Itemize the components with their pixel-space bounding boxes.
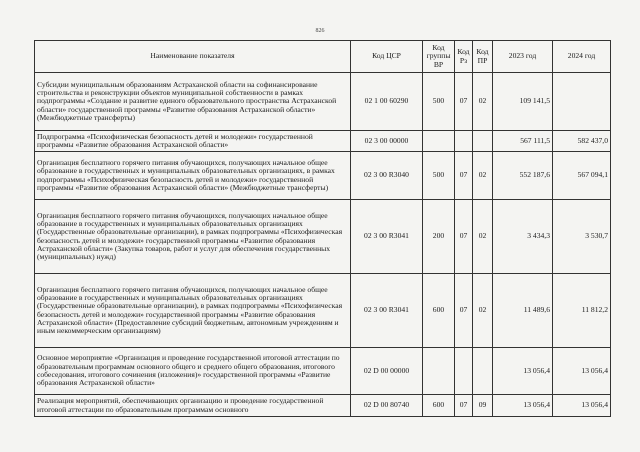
row-name: Организация бесплатного горячего питания обучающихся, получающих начальное общее образование в государственных и муниципальных образовательных организациях, в рамках подпрограммы «Психофизическая безопасность детей и молодежи» государственной программы «Развитие образования Астраханской области» (Межбюджетные трансферты) <box>35 152 351 200</box>
header-rz: Код Рз <box>455 41 473 73</box>
row-2024: 582 437,0 <box>553 131 611 152</box>
row-vr: 200 <box>423 200 455 274</box>
row-rz: 07 <box>455 200 473 274</box>
table-row <box>35 395 611 417</box>
row-name: Реализация мероприятий, обеспечивающих организацию и проведение государственной итоговой аттестации по образовательным программам основного <box>35 395 351 417</box>
row-name: Организация бесплатного горячего питания обучающихся, получающих начальное общее образование в государственных и муниципальных образовательных организациях (Государственные образовательные организации), в рамках подпрограммы «Психофизическая безопасность детей и молодежи» государственной программы «Развитие образования Астраханской области» (Предоставление субсидий бюджетным, автономным учреждениям и иным некоммерческим организациям) <box>35 274 351 348</box>
row-2024: 13 056,4 <box>553 348 611 395</box>
row-2024: 13 056,4 <box>553 395 611 417</box>
header-2023: 2023 год <box>493 41 553 73</box>
row-rz: 07 <box>455 274 473 348</box>
row-pr: 09 <box>473 395 493 417</box>
header-pr: Код ПР <box>473 41 493 73</box>
table-header-row <box>35 41 611 73</box>
row-rz <box>455 131 473 152</box>
row-rz: 07 <box>455 395 473 417</box>
row-name: Субсидии муниципальным образованиям Астраханской области на софинансирование строительства и реконструкции объектов муниципальной собственности в рамках подпрограммы «Создание и развитие единого образовательного пространства Астраханской области» государственной программы «Развитие образования Астраханской области» (Межбюджетные трансферты) <box>35 73 351 131</box>
header-vr: Код группы ВР <box>423 41 455 73</box>
row-vr: 600 <box>423 395 455 417</box>
table-row <box>35 200 611 274</box>
row-csr: 02 3 00 R3041 <box>351 274 423 348</box>
page-number: 826 <box>315 28 325 34</box>
row-pr: 02 <box>473 152 493 200</box>
row-csr: 02 3 00 R3040 <box>351 152 423 200</box>
row-vr <box>423 131 455 152</box>
header-csr: Код ЦСР <box>351 41 423 73</box>
row-rz: 07 <box>455 73 473 131</box>
row-pr: 02 <box>473 73 493 131</box>
row-vr: 600 <box>423 274 455 348</box>
row-pr <box>473 348 493 395</box>
table-row <box>35 152 611 200</box>
row-csr: 02 3 00 R3041 <box>351 200 423 274</box>
row-vr: 500 <box>423 73 455 131</box>
table-row <box>35 131 611 152</box>
row-name: Основное мероприятие «Организация и проведение государственной итоговой аттестации по образовательным программам основного общего и среднего общего образования, итогового собеседования, итогового сочинения (изложения)» государственной программы «Развитие образования Астраханской области» <box>35 348 351 395</box>
row-rz: 07 <box>455 152 473 200</box>
row-csr: 02 1 00 60290 <box>351 73 423 131</box>
row-vr <box>423 348 455 395</box>
row-2024: 11 812,2 <box>553 274 611 348</box>
row-2023: 109 141,5 <box>493 73 553 131</box>
row-2023: 11 489,6 <box>493 274 553 348</box>
table-row <box>35 73 611 131</box>
row-2023: 13 056,4 <box>493 395 553 417</box>
row-2023: 567 111,5 <box>493 131 553 152</box>
row-2024: 3 530,7 <box>553 200 611 274</box>
row-csr: 02 3 00 00000 <box>351 131 423 152</box>
budget-table <box>34 40 611 417</box>
row-csr: 02 D 00 80740 <box>351 395 423 417</box>
row-csr: 02 D 00 00000 <box>351 348 423 395</box>
row-vr: 500 <box>423 152 455 200</box>
table-row <box>35 348 611 395</box>
row-name: Организация бесплатного горячего питания обучающихся, получающих начальное общее образование в государственных и муниципальных образовательных организациях (Государственные образовательные организации), в рамках подпрограммы «Психофизическая безопасность детей и молодежи» государственной программы «Развитие образования Астраханской области» (Закупка товаров, работ и услуг для обеспечения государственных (муниципальных) нужд) <box>35 200 351 274</box>
table-row <box>35 274 611 348</box>
row-2024 <box>553 73 611 131</box>
row-name: Подпрограмма «Психофизическая безопасность детей и молодежи» государственной программы «Развитие образования Астраханской области» <box>35 131 351 152</box>
row-pr: 02 <box>473 200 493 274</box>
row-2023: 3 434,3 <box>493 200 553 274</box>
header-2024: 2024 год <box>553 41 611 73</box>
row-pr: 02 <box>473 274 493 348</box>
row-pr <box>473 131 493 152</box>
row-2023: 13 056,4 <box>493 348 553 395</box>
row-2023: 552 187,6 <box>493 152 553 200</box>
header-name: Наименование показателя <box>35 41 351 73</box>
row-2024: 567 094,1 <box>553 152 611 200</box>
row-rz <box>455 348 473 395</box>
